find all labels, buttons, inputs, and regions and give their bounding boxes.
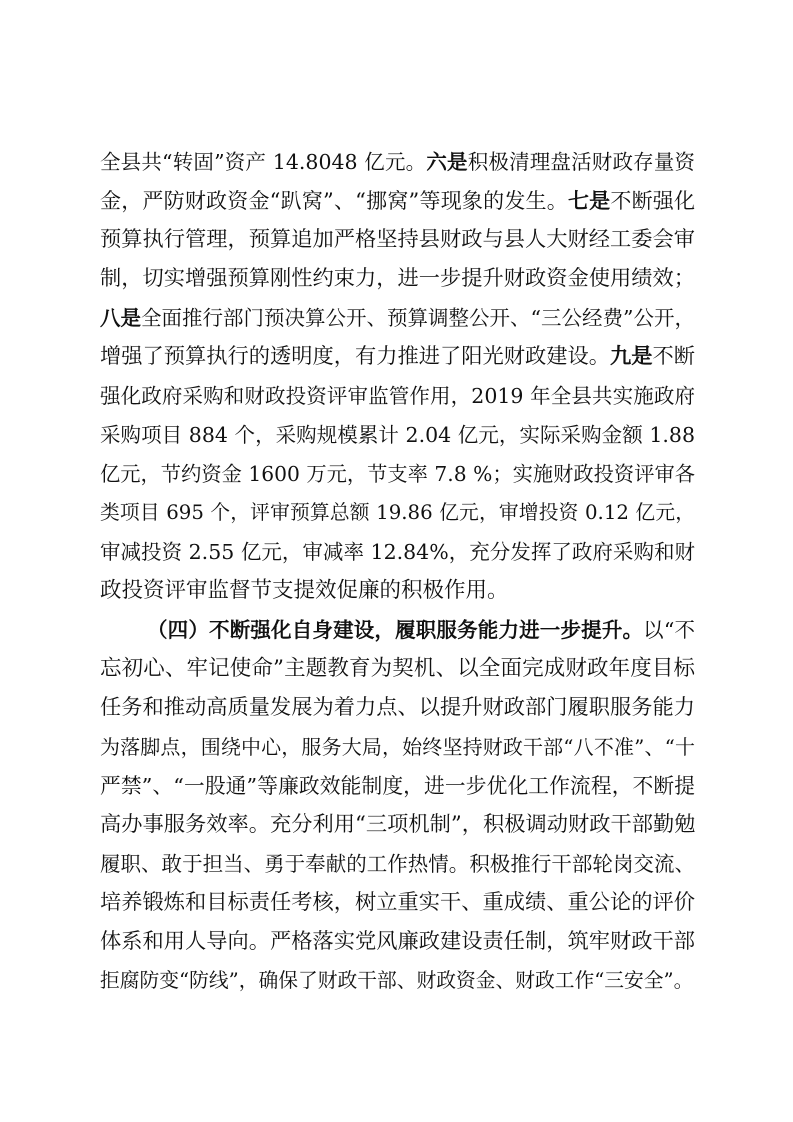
- text-line: [100, 338, 695, 376]
- text-line: [100, 455, 695, 493]
- text-line: [100, 260, 695, 298]
- text-segment: 全面推行部门预决算公开、预算调整公开、“三公经费”公开，: [141, 306, 695, 330]
- text-segment: 预算执行管理，预算追加严格坚持县财政与县人大财经工委会审: [100, 227, 695, 252]
- text-line: [100, 650, 695, 688]
- bold-keyword: 六是: [426, 150, 468, 174]
- text-line: [100, 221, 695, 259]
- text-line: [100, 182, 695, 220]
- text-segment: 审减投资 2.55 亿元，审减率 12.84%，充分发挥了政府采购和财: [100, 540, 695, 564]
- section-heading-line: [147, 611, 695, 649]
- text-line: [100, 689, 695, 727]
- text-segment: 不断: [652, 344, 695, 369]
- text-segment: 采购项目 884 个，采购规模累计 2.04 亿元，实际采购金额 1.88: [100, 423, 695, 447]
- text-line: [100, 962, 695, 1000]
- text-segment: 任务和推动高质量发展为着力点、以提升财政部门履职服务能力: [100, 695, 695, 720]
- text-segment: 类项目 695 个，评审预算总额 19.86 亿元，审增投资 0.12 亿元，: [100, 501, 695, 524]
- text-segment: 制，切实增强预算刚性约束力，进一步提升财政资金使用绩效；: [100, 266, 695, 291]
- text-line: [100, 728, 695, 766]
- text-segment: 高办事服务效率。充分利用“三项机制”，积极调动财政干部勤勉: [100, 812, 695, 837]
- text-segment: 金，严防财政资金“趴窝”、“挪窝”等现象的发生。: [100, 189, 568, 213]
- text-line: [100, 416, 695, 454]
- text-line: [100, 845, 695, 883]
- text-line: [100, 377, 695, 415]
- text-line: [100, 572, 695, 610]
- text-segment: 全县共“转固”资产 14.8048 亿元。: [100, 150, 427, 174]
- text-segment: 为落脚点，围绕中心，服务大局，始终坚持财政干部“八不准”、“十: [100, 735, 695, 759]
- text-segment: 忘初心、牢记使命”主题教育为契机、以全面完成财政年度目标: [100, 656, 695, 681]
- text-segment: 不断强化: [610, 189, 695, 213]
- text-line: [100, 923, 695, 961]
- text-line: [100, 533, 695, 571]
- text-line: [100, 767, 695, 805]
- text-segment: 政投资评审监督节支提效促廉的积极作用。: [100, 578, 509, 603]
- text-segment: 履职、敢于担当、勇于奉献的工作热情。积极推行干部轮岗交流、: [100, 852, 695, 876]
- text-line: [100, 299, 695, 337]
- text-segment: 体系和用人导向。严格落实党风廉政建设责任制，筑牢财政干部: [100, 929, 695, 954]
- bold-keyword: 九是: [610, 344, 653, 369]
- bold-keyword: 七是: [567, 188, 611, 213]
- text-segment: 积极清理盘活财政存量资: [467, 150, 695, 174]
- text-line: [100, 806, 695, 844]
- text-line: [100, 884, 695, 922]
- text-segment: 亿元，节约资金 1600 万元，节支率 7.8 %；实施财政投资评审各: [100, 462, 695, 486]
- text-line: [100, 494, 695, 532]
- section-heading: （四）不断强化自身建设，履职服务能力进一步提升。: [147, 618, 644, 642]
- text-segment: 以“不: [643, 618, 695, 642]
- text-segment: 增强了预算执行的透明度，有力推进了阳光财政建设。: [100, 344, 611, 369]
- text-segment: 严禁”、“一股通”等廉政效能制度，进一步优化工作流程，不断提: [100, 774, 695, 798]
- bold-keyword: 八是: [100, 306, 142, 330]
- text-segment: 培养锻炼和目标责任考核，树立重实干、重成绩、重公论的评价: [100, 890, 695, 915]
- text-segment: 拒腐防变“防线”，确保了财政干部、财政资金、财政工作“三安全”。: [100, 969, 694, 992]
- text-line: [100, 143, 695, 181]
- text-segment: 强化政府采购和财政投资评审监管作用，2019 年全县共实施政府: [100, 384, 695, 408]
